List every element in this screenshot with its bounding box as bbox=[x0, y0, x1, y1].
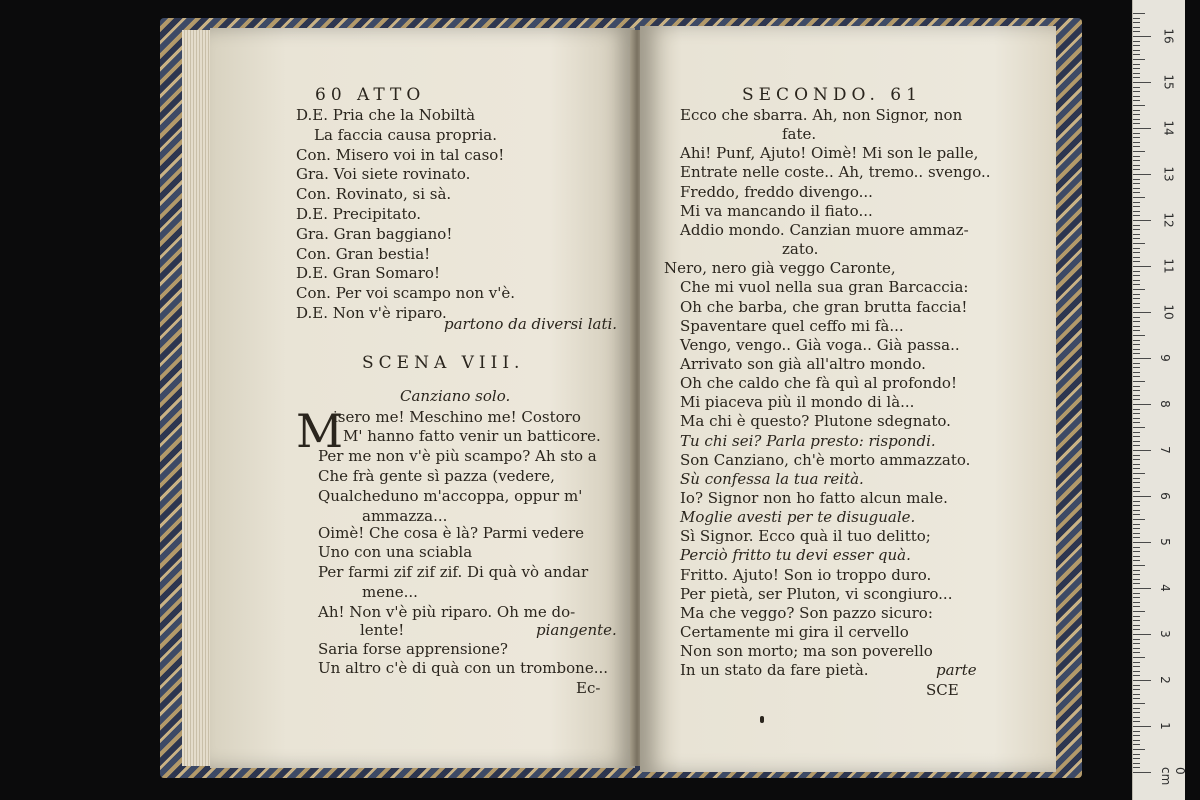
ruler-tick bbox=[1133, 252, 1140, 253]
ruler-tick bbox=[1133, 18, 1140, 19]
ruler-tick bbox=[1133, 620, 1140, 621]
ruler-tick bbox=[1133, 616, 1140, 617]
body-line: Sù confessa la tua reità. bbox=[680, 469, 864, 488]
body-line: Mi piaceva più il mondo di là... bbox=[680, 393, 915, 412]
ruler-tick bbox=[1133, 708, 1140, 709]
drop-cap: M bbox=[296, 404, 344, 458]
ruler-tick bbox=[1133, 698, 1140, 699]
ruler-label: 15 bbox=[1161, 74, 1176, 90]
body-line: mene... bbox=[362, 583, 418, 601]
ruler-tick bbox=[1133, 712, 1140, 713]
ruler-tick bbox=[1133, 381, 1145, 382]
body-line: Nero, nero già veggo Caronte, bbox=[664, 259, 896, 278]
ruler-tick bbox=[1133, 303, 1140, 304]
body-line: piangente. bbox=[536, 621, 617, 639]
ruler-label: 13 bbox=[1161, 166, 1176, 182]
body-line: Per pietà, ser Pluton, vi scongiuro... bbox=[680, 584, 953, 603]
ruler-tick bbox=[1133, 45, 1140, 46]
ruler-tick bbox=[1133, 455, 1140, 456]
ruler-tick bbox=[1133, 556, 1140, 557]
scene-title: SCENA VIII. bbox=[362, 353, 525, 373]
ruler-tick bbox=[1133, 119, 1140, 120]
ruler-tick bbox=[1133, 602, 1140, 603]
ruler-tick bbox=[1133, 344, 1140, 345]
ruler-tick bbox=[1133, 174, 1151, 175]
ruler-tick bbox=[1133, 625, 1140, 626]
ruler-tick bbox=[1133, 179, 1140, 180]
ruler-tick bbox=[1133, 137, 1140, 138]
ruler-tick bbox=[1133, 100, 1140, 101]
ruler-tick bbox=[1133, 450, 1151, 451]
body-line: Moglie avesti per te disuguale. bbox=[680, 508, 916, 527]
ruler-tick bbox=[1133, 758, 1140, 759]
ruler-tick bbox=[1133, 565, 1145, 566]
ruler-tick bbox=[1133, 266, 1151, 267]
ruler-tick bbox=[1133, 225, 1140, 226]
body-line: Spaventare quel ceffo mi fà... bbox=[680, 316, 904, 335]
body-line: Ma che veggo? Son pazzo sicuro: bbox=[680, 603, 933, 622]
ruler-tick bbox=[1133, 482, 1140, 483]
ruler-tick bbox=[1133, 731, 1140, 732]
ruler-tick bbox=[1133, 551, 1140, 552]
ruler-tick bbox=[1133, 478, 1140, 479]
ruler-tick bbox=[1133, 202, 1140, 203]
ruler-tick bbox=[1133, 459, 1140, 460]
body-line: Qualcheduno m'accoppa, oppur m' bbox=[318, 487, 583, 505]
ruler-tick bbox=[1133, 744, 1140, 745]
ruler-tick bbox=[1133, 367, 1140, 368]
ruler-tick bbox=[1133, 372, 1140, 373]
ruler-tick bbox=[1133, 54, 1140, 55]
ruler-tick bbox=[1133, 390, 1140, 391]
ruler-tick bbox=[1133, 59, 1145, 60]
body-line: SCE bbox=[926, 680, 959, 699]
ruler-tick bbox=[1133, 96, 1140, 97]
ruler-tick bbox=[1133, 349, 1140, 350]
dialogue-line: D.E. Non v'è riparo. bbox=[296, 304, 447, 322]
ruler-label: 6 bbox=[1157, 492, 1172, 500]
ruler-tick bbox=[1133, 105, 1145, 106]
ruler-tick bbox=[1133, 307, 1140, 308]
ruler-tick bbox=[1133, 363, 1140, 364]
ruler-tick bbox=[1133, 657, 1145, 658]
ruler-tick bbox=[1133, 160, 1140, 161]
ruler-tick bbox=[1133, 685, 1140, 686]
ruler-tick bbox=[1133, 662, 1140, 663]
ruler-label: 16 bbox=[1161, 28, 1176, 44]
ruler-tick bbox=[1133, 501, 1140, 502]
body-line: In un stato da fare pietà. bbox=[680, 661, 869, 680]
ruler-tick bbox=[1133, 611, 1145, 612]
ruler-tick bbox=[1133, 215, 1140, 216]
ruler-tick bbox=[1133, 533, 1140, 534]
ruler-tick bbox=[1133, 123, 1140, 124]
ruler-tick bbox=[1133, 652, 1140, 653]
ruler-tick bbox=[1133, 234, 1140, 235]
ruler-tick bbox=[1133, 639, 1140, 640]
body-line: Un altro c'è di quà con un trombone... bbox=[318, 659, 608, 677]
ruler-tick bbox=[1133, 353, 1140, 354]
ruler-tick bbox=[1133, 36, 1151, 37]
ruler-tick bbox=[1133, 436, 1140, 437]
dialogue-line: La faccia causa propria. bbox=[314, 125, 497, 144]
dialogue-line: Con. Per voi scampo non v'è. bbox=[296, 284, 516, 303]
ruler-tick bbox=[1133, 583, 1140, 584]
ruler-tick bbox=[1133, 82, 1151, 83]
ruler-tick bbox=[1133, 22, 1140, 23]
ruler-tick bbox=[1133, 183, 1140, 184]
ruler-tick bbox=[1133, 114, 1140, 115]
body-line: Io? Signor non ho fatto alcun male. bbox=[680, 489, 948, 507]
ruler-tick bbox=[1133, 192, 1140, 193]
ruler-tick bbox=[1133, 243, 1145, 244]
ruler-tick bbox=[1133, 31, 1140, 32]
ruler-tick bbox=[1133, 165, 1140, 166]
ruler-tick bbox=[1133, 271, 1140, 272]
ruler-tick bbox=[1133, 445, 1140, 446]
body-line: Ec- bbox=[576, 679, 601, 697]
ruler-tick bbox=[1133, 238, 1140, 239]
right-page-header: SECONDO. 61 bbox=[742, 85, 922, 105]
ruler-tick bbox=[1133, 524, 1140, 525]
ruler-tick bbox=[1133, 321, 1140, 322]
ruler-tick bbox=[1133, 570, 1140, 571]
body-line: Che frà gente sì pazza (vedere, bbox=[318, 467, 555, 485]
dialogue-line: D.E. Pria che la Nobiltà bbox=[296, 106, 476, 124]
ruler-label: 11 bbox=[1161, 258, 1176, 274]
body-line: Tu chi sei? Parla presto: rispondi. bbox=[680, 431, 936, 450]
body-line: Sì Signor. Ecco quà il tuo delitto; bbox=[680, 527, 931, 546]
ruler-tick bbox=[1133, 133, 1140, 134]
ruler-tick bbox=[1133, 294, 1140, 295]
ruler-tick bbox=[1133, 464, 1140, 465]
ruler-label: 14 bbox=[1161, 120, 1176, 136]
body-line: Che mi vuol nella sua gran Barcaccia: bbox=[680, 278, 969, 297]
body-line: Oimè! Che cosa è là? Parmi vedere bbox=[318, 524, 585, 542]
body-line: lente! bbox=[360, 621, 405, 639]
body-line: Arrivato son già all'altro mondo. bbox=[680, 354, 926, 373]
body-line: Addio mondo. Canzian muore ammaz- bbox=[680, 220, 969, 239]
ruler-tick bbox=[1133, 487, 1140, 488]
ruler-tick bbox=[1133, 110, 1140, 111]
ruler-tick bbox=[1133, 547, 1140, 548]
ruler-tick bbox=[1133, 560, 1140, 561]
ruler-tick bbox=[1133, 514, 1140, 515]
ruler-tick bbox=[1133, 275, 1140, 276]
ruler-label: 5 bbox=[1157, 538, 1172, 546]
exit-stage-direction: partono da diversi lati. bbox=[444, 315, 618, 333]
ruler-tick bbox=[1133, 597, 1140, 598]
ruler-tick bbox=[1133, 648, 1140, 649]
ruler-tick bbox=[1133, 358, 1151, 359]
body-line: Certamente mi gira il cervello bbox=[680, 623, 909, 642]
body-line: Entrate nelle coste.. Ah, tremo.. svengo.. bbox=[680, 163, 991, 182]
ruler-tick bbox=[1133, 87, 1140, 88]
ruler-tick bbox=[1133, 330, 1140, 331]
ruler-tick bbox=[1133, 142, 1140, 143]
body-line: Vengo, vengo.. Già voga.. Già passa.. bbox=[680, 335, 960, 354]
ruler-tick bbox=[1133, 629, 1140, 630]
ruler-tick bbox=[1133, 257, 1140, 258]
body-line: Freddo, freddo divengo... bbox=[680, 182, 873, 201]
body-line: fate. bbox=[782, 125, 817, 144]
ruler-label: 7 bbox=[1157, 446, 1172, 454]
ink-mark bbox=[760, 716, 764, 723]
ruler-tick bbox=[1133, 579, 1140, 580]
ruler-tick bbox=[1133, 491, 1140, 492]
ruler-tick bbox=[1133, 422, 1140, 423]
dialogue-line: Con. Rovinato, si sà. bbox=[296, 185, 452, 204]
ruler-tick bbox=[1133, 468, 1140, 469]
dialogue-line: Con. Misero voi in tal caso! bbox=[296, 145, 505, 164]
ruler-tick bbox=[1133, 335, 1145, 336]
ruler-tick bbox=[1133, 634, 1151, 635]
ruler-tick bbox=[1133, 399, 1140, 400]
ruler-label: 9 bbox=[1157, 354, 1172, 362]
left-page-header: 60 ATTO bbox=[315, 85, 426, 105]
ruler-tick bbox=[1133, 156, 1140, 157]
ruler-tick bbox=[1133, 151, 1145, 152]
ruler-tick bbox=[1133, 694, 1140, 695]
ruler-tick bbox=[1133, 528, 1140, 529]
body-line: Son Canziano, ch'è morto ammazzato. bbox=[680, 450, 971, 469]
ruler-tick bbox=[1133, 740, 1140, 741]
ruler-label: 4 bbox=[1157, 584, 1172, 592]
ruler-tick bbox=[1133, 27, 1140, 28]
ruler-tick bbox=[1133, 703, 1145, 704]
ruler-tick bbox=[1133, 64, 1140, 65]
ruler-tick bbox=[1133, 404, 1151, 405]
body-line: Mi va mancando il fiato... bbox=[680, 201, 873, 220]
ruler-tick bbox=[1133, 510, 1140, 511]
ruler-tick bbox=[1133, 248, 1140, 249]
ruler-tick bbox=[1133, 188, 1140, 189]
ruler-tick bbox=[1133, 593, 1140, 594]
measuring-ruler bbox=[1132, 0, 1185, 800]
body-line: M' hanno fatto venir un batticore. bbox=[343, 427, 601, 445]
ruler-label: 0 cm bbox=[1159, 767, 1187, 786]
dialogue-line: Con. Gran bestia! bbox=[296, 244, 431, 263]
ruler-tick bbox=[1133, 574, 1140, 575]
ruler-tick bbox=[1133, 289, 1145, 290]
ruler-tick bbox=[1133, 229, 1140, 230]
ruler-tick bbox=[1133, 220, 1151, 221]
ruler-tick bbox=[1133, 427, 1145, 428]
body-line: zato. bbox=[782, 240, 819, 259]
ruler-tick bbox=[1133, 395, 1140, 396]
body-line: Non son morto; ma son poverello bbox=[680, 642, 933, 661]
ruler-tick bbox=[1133, 312, 1151, 313]
ruler-tick bbox=[1133, 146, 1140, 147]
body-line: Saria forse apprensione? bbox=[318, 640, 508, 658]
ruler-tick bbox=[1133, 721, 1140, 722]
ruler-tick bbox=[1133, 280, 1140, 281]
dialogue-line: Gra. Gran baggiano! bbox=[296, 224, 453, 243]
body-line: Per me non v'è più scampo? Ah sto a bbox=[318, 447, 597, 465]
ruler-tick bbox=[1133, 68, 1140, 69]
ruler-label: 2 bbox=[1157, 676, 1172, 684]
ruler-tick bbox=[1133, 197, 1145, 198]
ruler-tick bbox=[1133, 128, 1151, 129]
body-line: Oh che caldo che fà quì al profondo! bbox=[680, 374, 957, 393]
ruler-tick bbox=[1133, 542, 1151, 543]
ruler-label: 1 bbox=[1157, 722, 1172, 730]
ruler-tick bbox=[1133, 386, 1140, 387]
ruler-tick bbox=[1133, 606, 1140, 607]
ruler-tick bbox=[1133, 519, 1145, 520]
body-line: Uno con una sciabla bbox=[318, 543, 473, 561]
ruler-tick bbox=[1133, 643, 1140, 644]
body-line: isero me! Meschino me! Costoro bbox=[333, 408, 581, 426]
ruler-label: 8 bbox=[1157, 400, 1172, 408]
ruler-tick bbox=[1133, 689, 1140, 690]
ruler-tick bbox=[1133, 432, 1140, 433]
ruler-tick bbox=[1133, 50, 1140, 51]
body-line: Oh che barba, che gran brutta faccia! bbox=[680, 297, 968, 316]
ruler-tick bbox=[1133, 763, 1140, 764]
ruler-tick bbox=[1133, 418, 1140, 419]
ruler-tick bbox=[1133, 588, 1151, 589]
ruler-tick bbox=[1133, 73, 1140, 74]
body-line: Ecco che sbarra. Ah, non Signor, non bbox=[680, 106, 963, 124]
ruler-tick bbox=[1133, 211, 1140, 212]
ruler-tick bbox=[1133, 284, 1140, 285]
body-line: Ah! Non v'è più riparo. Oh me do- bbox=[318, 603, 576, 621]
ruler-tick bbox=[1133, 41, 1140, 42]
ruler-tick bbox=[1133, 735, 1140, 736]
ruler-tick bbox=[1133, 772, 1151, 773]
ruler-tick bbox=[1133, 77, 1140, 78]
body-line: Perciò fritto tu devi esser quà. bbox=[680, 546, 911, 565]
body-line: ammazza... bbox=[362, 507, 448, 525]
ruler-tick bbox=[1133, 340, 1140, 341]
ruler-tick bbox=[1133, 505, 1140, 506]
scene-subtitle: Canziano solo. bbox=[400, 387, 511, 405]
ruler-tick bbox=[1133, 441, 1140, 442]
ruler-tick bbox=[1133, 376, 1140, 377]
ruler-label: 12 bbox=[1161, 212, 1176, 228]
ruler-tick bbox=[1133, 680, 1151, 681]
ruler-tick bbox=[1133, 726, 1151, 727]
ruler-tick bbox=[1133, 496, 1151, 497]
ruler-tick bbox=[1133, 261, 1140, 262]
ruler-tick bbox=[1133, 473, 1145, 474]
ruler-tick bbox=[1133, 91, 1140, 92]
ruler-tick bbox=[1133, 409, 1140, 410]
body-line: Ma chi è questo? Plutone sdegnato. bbox=[680, 412, 951, 431]
ruler-tick bbox=[1133, 413, 1140, 414]
body-line: Ahi! Punf, Ajuto! Oimè! Mi son le palle, bbox=[680, 144, 979, 163]
ruler-tick bbox=[1133, 717, 1140, 718]
dialogue-line: D.E. Gran Somaro! bbox=[296, 264, 440, 283]
ruler-tick bbox=[1133, 326, 1140, 327]
ruler-tick bbox=[1133, 754, 1140, 755]
dialogue-line: D.E. Precipitato. bbox=[296, 205, 422, 223]
ruler-label: 10 bbox=[1161, 304, 1176, 320]
body-line: Fritto. Ajuto! Son io troppo duro. bbox=[680, 565, 932, 584]
ruler-tick bbox=[1133, 749, 1145, 750]
dialogue-line: Gra. Voi siete rovinato. bbox=[296, 165, 471, 184]
ruler-tick bbox=[1133, 298, 1140, 299]
ruler-tick bbox=[1133, 675, 1140, 676]
body-line: parte bbox=[936, 661, 977, 680]
ruler-tick bbox=[1133, 13, 1145, 14]
ruler-tick bbox=[1133, 767, 1140, 768]
ruler-tick bbox=[1133, 671, 1140, 672]
body-line: Per farmi zif zif zif. Di quà vò andar bbox=[318, 563, 589, 581]
ruler-tick bbox=[1133, 666, 1140, 667]
ruler-tick bbox=[1133, 169, 1140, 170]
ruler-tick bbox=[1133, 537, 1140, 538]
ruler-tick bbox=[1133, 317, 1140, 318]
ruler-tick bbox=[1133, 206, 1140, 207]
ruler-label: 3 bbox=[1157, 630, 1172, 638]
